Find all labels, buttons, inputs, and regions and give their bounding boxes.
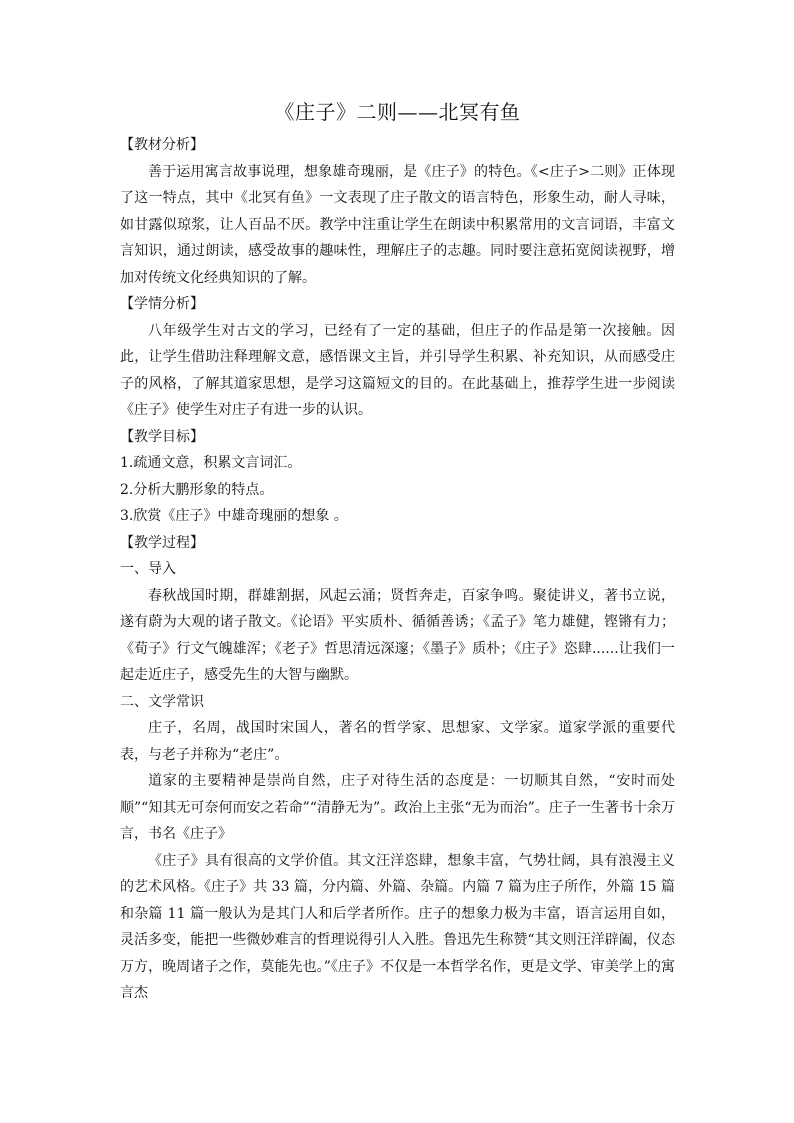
section-heading-textbook-analysis: 【教材分析】	[120, 137, 204, 153]
section-heading-teaching-goals: 【教学目标】	[120, 428, 204, 445]
goal-item: 2.分析大鹏形象的特点。	[120, 481, 274, 498]
subheading-introduction: 一、导入	[120, 561, 176, 577]
literary-knowledge-paragraph: 《庄子》具有很高的文学价值。其文汪洋恣肆，想象丰富，气势壮阔，具有浪漫主义的艺术风格。《庄子》共 33 篇，分内篇、外篇、杂篇。内篇 7 篇为庄子所作，外篇 15 篇和杂篇 11 篇一般认为是其门人和后学者所作。庄子的想象力极为丰富，语言运用自如，灵活多变，能把一些微妙难言的哲理说得引人入胜。鲁迅先生称赞“其文则汪洋辟阖，仪态万方，晚周诸子之作，莫能先也。”《庄子》不仅是一本哲学名作，更是文学、审美学上的寓言杰	[120, 852, 675, 1001]
literary-knowledge-paragraph: 庄子，名周，战国时宋国人，著名的哲学家、思想家、文学家。道家学派的重要代表，与老子并称为“老庄”。	[120, 720, 675, 763]
section-heading-teaching-process: 【教学过程】	[120, 534, 204, 551]
student-analysis-paragraph: 八年级学生对古文的学习，已经有了一定的基础，但庄子的作品是第一次接触。因此，让学生借助注释理解文意，感悟课文主旨，并引导学生积累、补充知识，从而感受庄子的风格，了解其道家思想，是学习这篇短文的目的。在此基础上，推荐学生进一步阅读《庄子》使学生对庄子有进一步的认识。	[120, 322, 675, 418]
goal-item: 3.欣赏《庄子》中雄奇瑰丽的想象 。	[120, 508, 348, 524]
introduction-paragraph: 春秋战国时期，群雄割据，风起云涌；贤哲奔走，百家争鸣。聚徒讲义，著书立说，遂有蔚为大观的诸子散文。《论语》平实质朴、循循善诱；《孟子》笔力雄健，铿锵有力；《荀子》行文气魄雄浑；《老子》哲思清远深邃；《墨子》质朴；《庄子》恣肆......让我们一起走近庄子，感受先生的大智与幽默。	[120, 587, 675, 683]
section-heading-student-analysis: 【学情分析】	[120, 296, 204, 312]
document-title: 《庄子》二则——北冥有鱼	[274, 100, 521, 124]
subheading-literary-knowledge: 二、文学常识	[120, 693, 204, 710]
textbook-analysis-paragraph: 善于运用寓言故事说理，想象雄奇瑰丽，是《庄子》的特色。《<庄子>二则》正体现了这一特点，其中《北冥有鱼》一文表现了庄子散文的语言特色，形象生动，耐人寻味，如甘露似琼浆，让人百品不厌。教学中注重让学生在朗读中积累常用的文言词语，丰富文言知识，通过朗读，感受故事的趣味性，理解庄子的志趣。同时要注意拓宽阅读视野，增加对传统文化经典知识的了解。	[120, 163, 675, 286]
document-content	[120, 96, 675, 1007]
literary-knowledge-paragraph: 道家的主要精神是崇尚自然，庄子对待生活的态度是：一切顺其自然，“安时而处顺”“知其无可奈何而安之若命”“清静无为”。政治上主张“无为而治”。庄子一生著书十余万言，书名《庄子》	[120, 773, 675, 842]
goal-item: 1.疏通文意，积累文言词汇。	[120, 455, 302, 471]
